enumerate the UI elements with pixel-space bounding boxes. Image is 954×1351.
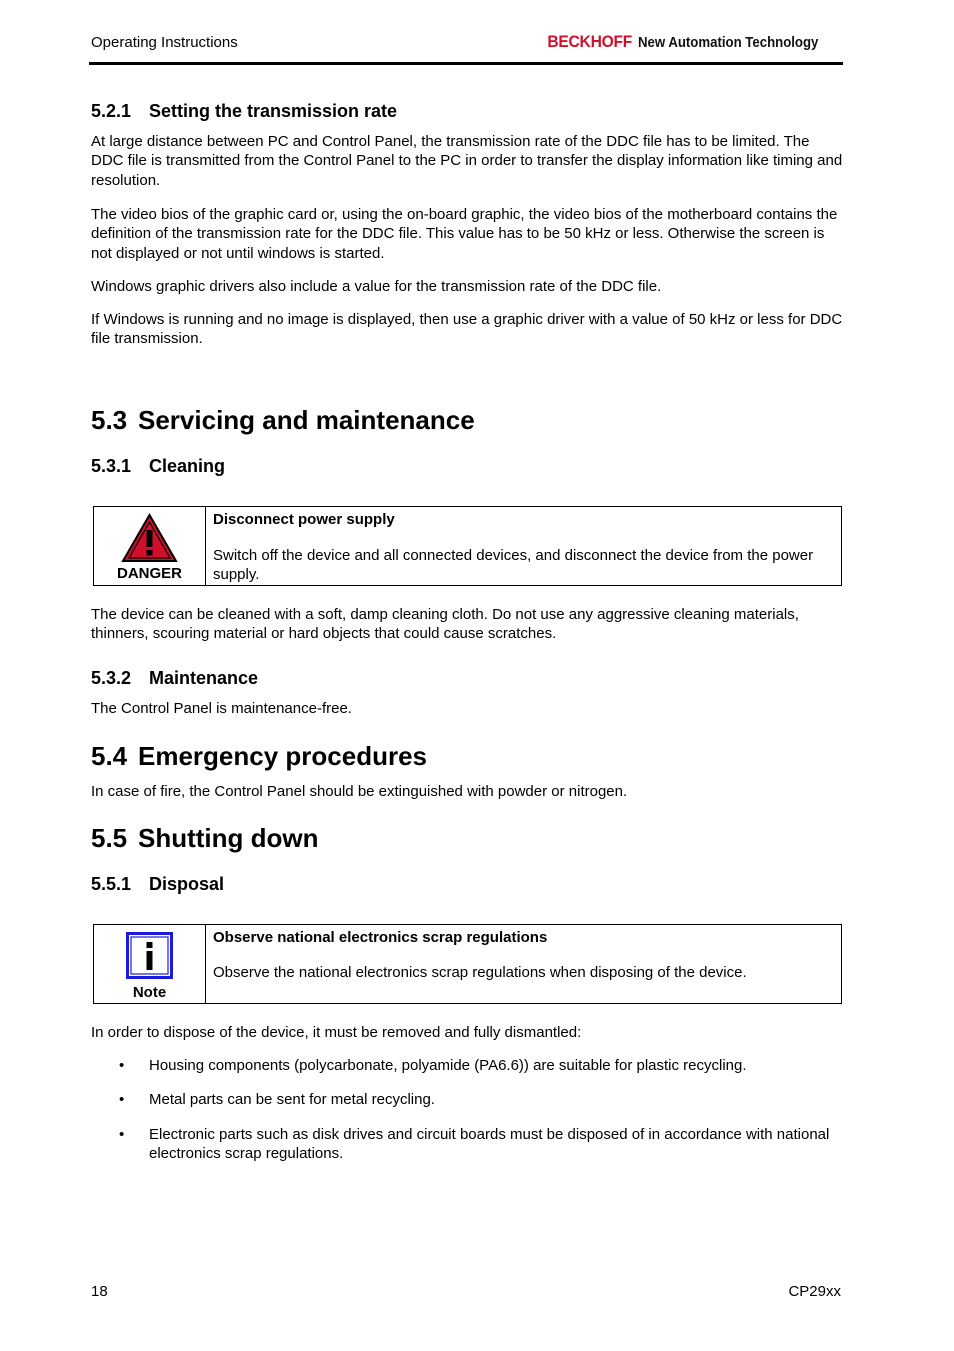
brand-tagline: New Automation Technology: [638, 34, 819, 51]
danger-notice: [93, 506, 842, 586]
header-rule: [89, 62, 843, 65]
paragraph: In order to dispose of the device, it must be removed and fully dismantled:: [91, 1024, 582, 1041]
heading-number: 5.3.2: [91, 668, 132, 688]
heading-text: Maintenance: [149, 668, 259, 688]
disposal-list: [91, 1056, 843, 1179]
heading-5-3: [91, 405, 475, 436]
note-label: Note: [132, 984, 167, 1001]
paragraph: If Windows is running and no image is displayed, then use a graphic driver with a value of 50 kHz or less for DDC file transmission.: [91, 311, 843, 348]
heading-text: Emergency procedures: [138, 741, 428, 771]
danger-label: DANGER: [116, 565, 182, 582]
heading-text: Cleaning: [149, 456, 226, 476]
paragraph: At large distance between PC and Control Panel, the transmission rate of the DDC file has to be limited. The DDC file is transmitted from the Control Panel to the PC in order to transfer the display information like timing and resolution.: [91, 133, 843, 189]
heading-number: 5.2.1: [91, 101, 132, 121]
note-title: Observe national electronics scrap regulations: [213, 929, 548, 946]
heading-text: Disposal: [149, 874, 225, 894]
list-item-text: Housing components (polycarbonate, polyamide (PA6.6)) are suitable for plastic recycling.: [149, 1057, 747, 1074]
note-text: Observe the national electronics scrap regulations when disposing of the device.: [213, 964, 747, 981]
heading-text: Servicing and maintenance: [138, 405, 475, 435]
list-item-text: Metal parts can be sent for metal recycling.: [149, 1091, 435, 1109]
heading-5-5: [91, 823, 319, 854]
heading-number: 5.3.1: [91, 456, 132, 476]
paragraph: The Control Panel is maintenance-free.: [91, 700, 352, 717]
brand-logo: [540, 32, 843, 52]
danger-icon-cell: [94, 507, 206, 585]
heading-5-2-1: [91, 101, 397, 122]
paragraph: Windows graphic drivers also include a value for the transmission rate of the DDC file.: [91, 278, 662, 295]
note-icon-cell: [94, 925, 206, 1003]
bullet-glyph: •: [119, 1091, 125, 1109]
list-item: [91, 1056, 843, 1075]
info-icon: [126, 932, 173, 979]
heading-number: 5.5: [91, 823, 128, 853]
danger-text: Switch off the device and all connected devices, and disconnect the device from the power supply.: [213, 547, 814, 583]
warning-triangle-icon: [121, 513, 178, 563]
brand-name: BECKHOFF: [547, 32, 632, 51]
bullet-glyph: •: [119, 1125, 125, 1143]
header-title: Operating Instructions: [91, 34, 238, 51]
heading-5-4: [91, 741, 427, 772]
list-item: [91, 1125, 843, 1164]
heading-5-3-2: [91, 668, 258, 689]
note-notice: [93, 924, 842, 1004]
danger-title: Disconnect power supply: [213, 511, 395, 528]
product-code: CP29xx: [788, 1283, 841, 1300]
heading-number: 5.3: [91, 405, 128, 435]
heading-number: 5.5.1: [91, 874, 132, 894]
page-number: 18: [91, 1283, 108, 1300]
heading-text: Shutting down: [138, 823, 319, 853]
paragraph: The device can be cleaned with a soft, damp cleaning cloth. Do not use any aggressive cleaning materials, thinners, scouring material or hard objects that could cause scratches.: [91, 606, 799, 643]
paragraph: In case of fire, the Control Panel should be extinguished with powder or nitrogen.: [91, 783, 628, 800]
list-item-text: Electronic parts such as disk drives and circuit boards must be disposed of in accordance with national electronics scrap regulations.: [149, 1125, 830, 1163]
heading-number: 5.4: [91, 741, 128, 771]
heading-5-5-1: [91, 874, 224, 895]
list-item: [91, 1090, 843, 1109]
bullet-glyph: •: [119, 1057, 125, 1074]
heading-text: Setting the transmission rate: [149, 101, 398, 121]
paragraph: The video bios of the graphic card or, using the on-board graphic, the video bios of the motherboard contains the definition of the transmission rate for the DDC file. This value has to be 50 kHz or less. Otherwise the screen is not displayed or not until windows is started.: [91, 206, 838, 262]
heading-5-3-1: [91, 456, 225, 477]
